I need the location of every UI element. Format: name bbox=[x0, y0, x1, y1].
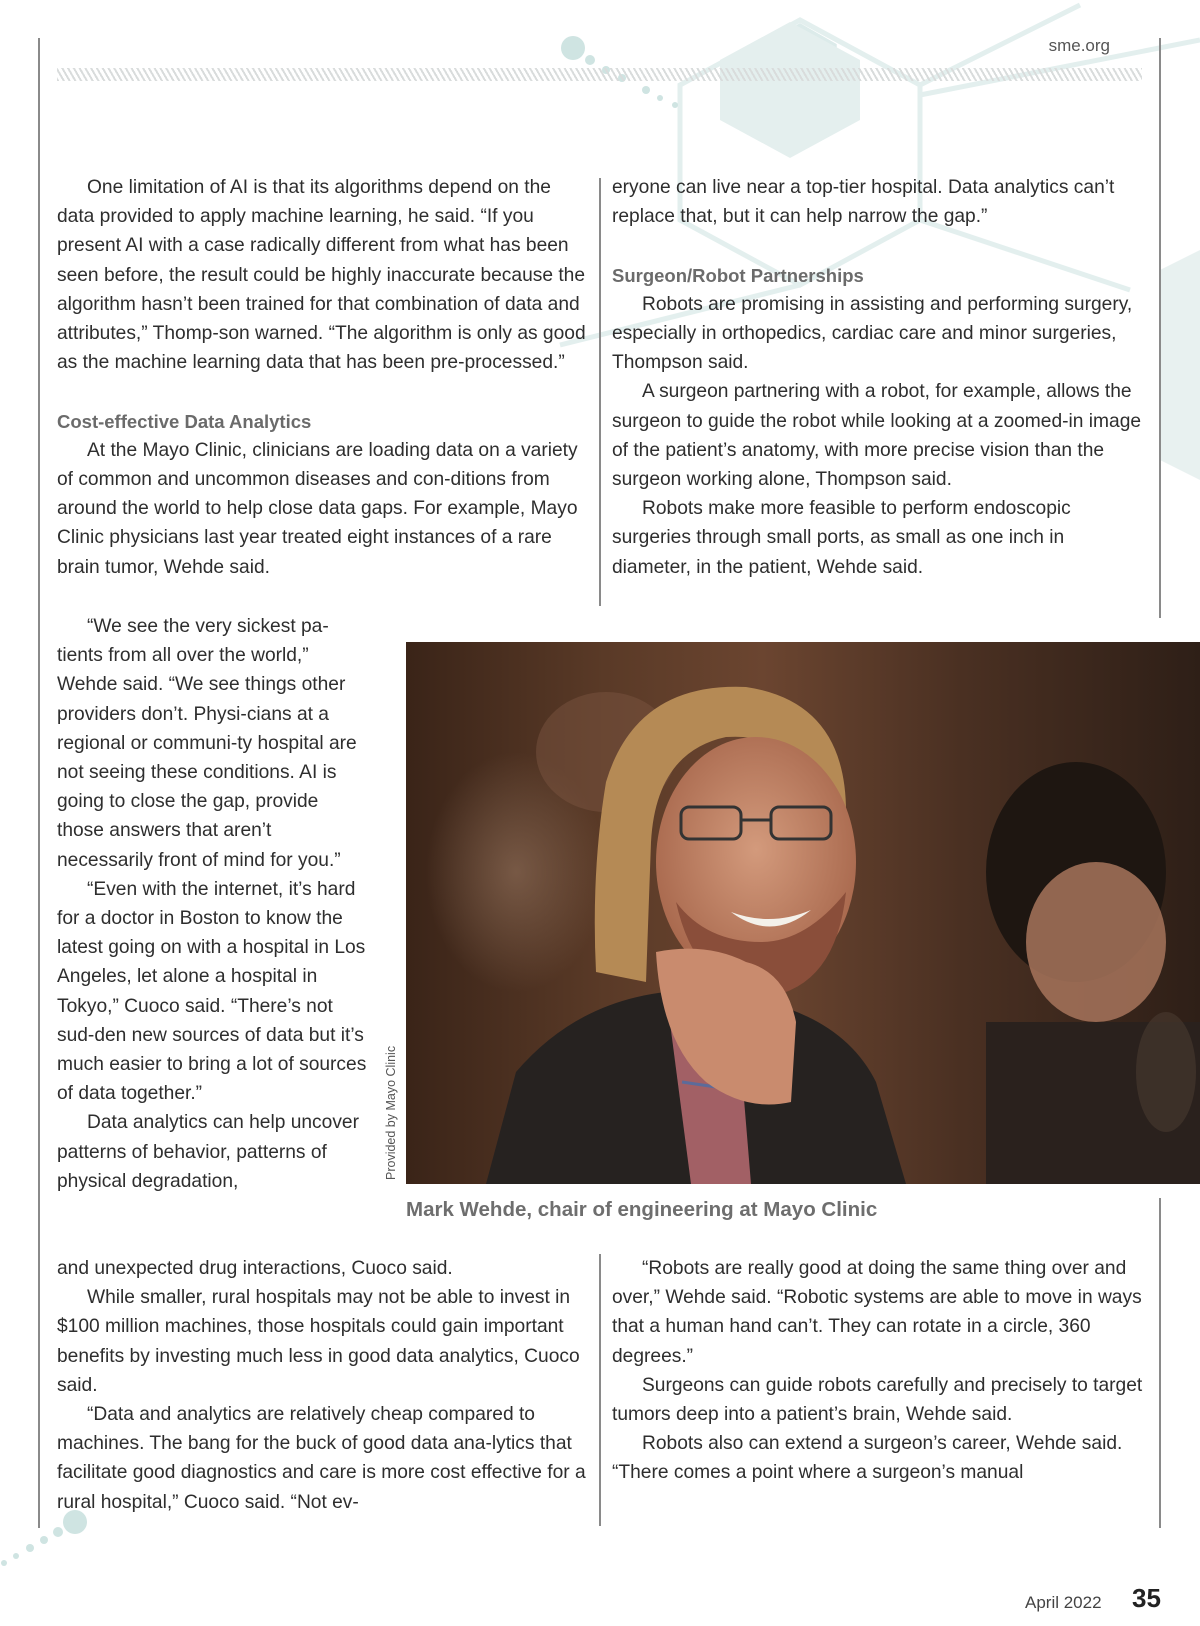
paragraph: Robots make more feasible to perform endoscopic surgeries through small ports, as small as one inch in diameter, in the patient, Wehde said. bbox=[612, 498, 1071, 578]
paragraph: Surgeons can guide robots carefully and precisely to target tumors deep into a patient’s brain, Wehde said. bbox=[612, 1374, 1143, 1426]
paragraph: Robots are promising in assisting and performing surgery, especially in orthopedics, cardiac care and minor surgeries, Thompson said. bbox=[612, 293, 1133, 374]
left-column-narrow bbox=[57, 612, 367, 1196]
photo-credit: Provided by Mayo Clinic bbox=[384, 1045, 398, 1180]
header-hatch-band bbox=[57, 68, 1142, 81]
paragraph: “Data and analytics are relatively cheap compared to machines. The bang for the buck of good data ana-lytics that facilitate good diagnostics and care is more cost effective for a rural hospital,” Cuoco said. “Not ev- bbox=[57, 1404, 586, 1513]
section-heading: Cost-effective Data Analytics bbox=[57, 410, 312, 432]
right-margin-rule-top bbox=[1159, 38, 1161, 618]
right-margin-rule-bottom bbox=[1159, 1198, 1161, 1528]
paragraph: “Robots are really good at doing the same thing over and over,” Wehde said. “Robotic systems are able to move in ways that a human hand can’t. They can rotate in a circle, 360 degrees.” bbox=[612, 1258, 1142, 1367]
paragraph: A surgeon partnering with a robot, for example, allows the surgeon to guide the robot while looking at a zoomed-in image of the patient’s anatomy, with more precise vision than the surgeon working alone, Thompson said. bbox=[612, 381, 1142, 491]
paragraph: While smaller, rural hospitals may not be able to invest in $100 million machines, those hospitals could gain important benefits by investing much less in good data analytics, Cuoco said. bbox=[57, 1287, 580, 1396]
paragraph: One limitation of AI is that its algorithms depend on the data provided to apply machine learning, he said. “If you present AI with a case radically different from what has been seen before, the result could be highly inaccurate because the algorithm hasn’t been trained for that combination of data and attributes,” Thomp-son warned. “The algorithm is only as good as the machine learning data that has been pre-processed.” bbox=[57, 177, 586, 374]
right-column-bottom bbox=[612, 1254, 1147, 1488]
center-rule-bottom bbox=[599, 1254, 601, 1526]
paragraph: “We see the very sickest pa-tients from all over the world,” Wehde said. “We see things other providers don’t. Physi-cians at a regional or communi-ty hospital are not seeing these conditions. AI is going to close the gap, provide those answers that aren’t necessarily front of mind for you.” bbox=[57, 616, 357, 871]
portrait-photo bbox=[406, 642, 1200, 1184]
paragraph: At the Mayo Clinic, clinicians are loading data on a variety of common and uncommon diseases and con-ditions from around the world to help close data gaps. For example, Mayo Clinic physicians last year treated eight instances of a rare brain tumor, Wehde said. bbox=[57, 439, 578, 578]
paragraph: “Even with the internet, it’s hard for a doctor in Boston to know the latest going on with a hospital in Los Angeles, let alone a hospital in Tokyo,” Cuoco said. “There’s not sud-den new sources of data but it’s much easier to bring a lot of sources of data together.” bbox=[57, 878, 367, 1105]
paragraph: and unexpected drug interactions, Cuoco said. bbox=[57, 1258, 453, 1279]
issue-date: April 2022 bbox=[1025, 1593, 1102, 1612]
left-column-bottom bbox=[57, 1254, 587, 1517]
page-number: 35 bbox=[1132, 1583, 1161, 1613]
paragraph: eryone can live near a top-tier hospital. Data analytics can’t replace that, but it can help narrow the gap.” bbox=[612, 177, 1115, 228]
left-column-top bbox=[57, 173, 587, 582]
paragraph: Data analytics can help uncover patterns of behavior, patterns of physical degradation, bbox=[57, 1112, 359, 1192]
right-column-top bbox=[612, 173, 1142, 582]
portrait-illustration bbox=[406, 642, 1200, 1184]
paragraph: Robots also can extend a surgeon’s career, Wehde said. “There comes a point where a surgeon’s manual bbox=[612, 1433, 1123, 1484]
left-margin-rule bbox=[38, 38, 40, 1528]
site-url: sme.org bbox=[1048, 36, 1110, 55]
center-rule-top bbox=[599, 178, 601, 606]
photo-caption: Mark Wehde, chair of engineering at Mayo Clinic bbox=[406, 1198, 878, 1221]
section-heading: Surgeon/Robot Partnerships bbox=[612, 264, 864, 286]
